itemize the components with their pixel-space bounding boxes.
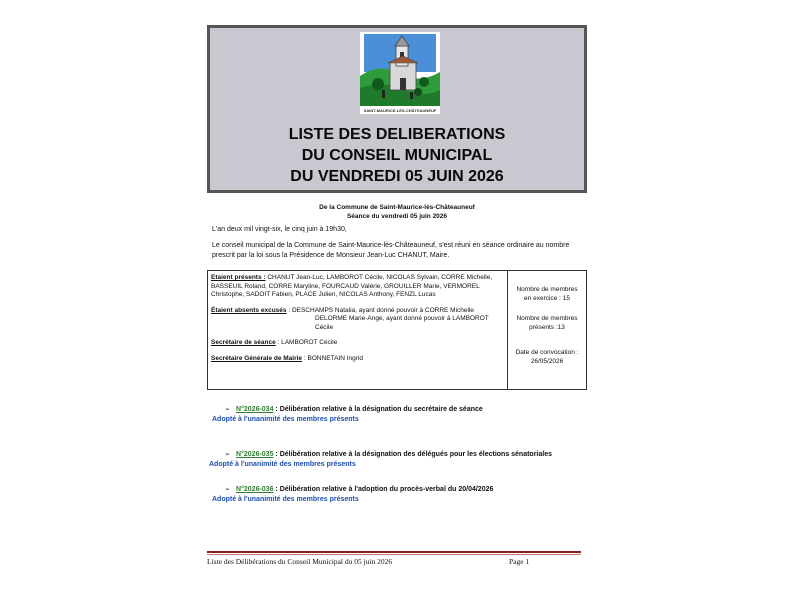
- deliberation-item: [225, 485, 493, 495]
- absent-line-2: DELORME Marie-Ange, ayant donné pouvoir à LAMBOROT Cécile: [315, 315, 489, 331]
- secretary-label: Secrétaire de séance: [211, 339, 276, 346]
- intro-paragraph: Le conseil municipal de la Commune de Saint-Maurice-lès-Châteauneuf, s'est réuni en séance ordinaire au nombre prescrit par la loi sous la Présidence de Monsieur Jean-Luc CHANUT, Maire.: [212, 242, 570, 259]
- absent-members: [211, 307, 504, 333]
- members-present: [508, 315, 586, 332]
- deliberation-description: : Délibération relative à l'adoption du procès-verbal du 20/04/2026: [273, 486, 494, 493]
- members-present-label: Nombre de membres: [516, 315, 578, 322]
- attendance-details: [208, 271, 508, 389]
- commune-heading: [207, 203, 587, 221]
- commune-logo: [360, 32, 440, 114]
- deliberation-item: [225, 405, 483, 415]
- deliberation-result: Adopté à l'unanimité des membres présents: [212, 496, 359, 503]
- arrow-bullet-icon: ➢: [225, 407, 231, 413]
- deliberation-number: N°2026-034: [236, 406, 274, 413]
- members-in-office: [508, 286, 586, 303]
- members-in-office-value: en exercice : 15: [524, 294, 570, 302]
- present-label: Etaient présents :: [211, 274, 266, 281]
- present-members: [211, 274, 504, 300]
- seance-date: Séance du vendredi 05 juin 2026: [346, 213, 448, 220]
- deliberation-result: Adopté à l'unanimité des membres présents: [212, 416, 359, 423]
- deliberation-number: N°2026-036: [236, 486, 274, 493]
- title-line-3: DU VENDREDI 05 JUIN 2026: [290, 168, 504, 185]
- deliberation-result: Adopté à l'unanimité des membres présents: [209, 461, 356, 468]
- members-in-office-label: Nombre de membres: [516, 286, 578, 293]
- deliberation-description: : Délibération relative à la désignation du secrétaire de séance: [273, 406, 483, 413]
- footer-divider: [207, 551, 581, 553]
- general-secretary-name: : BONNETAIN Ingrid: [303, 354, 363, 362]
- commune-name: De la Commune de Saint-Maurice-lès-Châteauneuf: [319, 204, 475, 211]
- header-banner: [207, 25, 587, 193]
- arrow-bullet-icon: ➢: [225, 487, 231, 493]
- footer-document-title: Liste des Délibérations du Conseil Municipal du 05 juin 2026: [207, 557, 393, 566]
- session-date-text: L'an deux mil vingt-six, le cinq juin à 19h30,: [212, 226, 347, 233]
- church-logo-icon: [360, 32, 440, 106]
- deliberation-description: : Délibération relative à la désignation des délégués pour les élections sénatoriales: [273, 451, 553, 458]
- title-line-2: DU CONSEIL MUNICIPAL: [301, 147, 493, 164]
- deliberation-item: [225, 450, 552, 460]
- title-line-1: LISTE DES DELIBERATIONS: [288, 126, 506, 143]
- convocation-date: [508, 349, 586, 366]
- members-present-value: présents :13: [529, 323, 565, 331]
- secretary-name: : LAMBOROT Cécile: [277, 339, 338, 346]
- footer-divider-thin: [207, 554, 581, 555]
- absent-label: Étaient absents excusés: [211, 306, 287, 314]
- general-secretary-label: Secrétaire Générale de Mairie: [211, 354, 303, 362]
- attendance-stats: [508, 271, 586, 389]
- general-secretary-row: [211, 355, 504, 364]
- deliberation-number: N°2026-035: [236, 451, 274, 458]
- attendance-table: [207, 270, 587, 390]
- absent-line-1: : DESCHAMPS Natalia, ayant donné pouvoir à CORRE Michelle: [288, 306, 475, 314]
- secretary-row: [211, 339, 504, 348]
- convocation-value: 26/05/2026: [530, 357, 564, 365]
- document-title: [210, 124, 584, 187]
- convocation-label: Date de convocation :: [515, 349, 579, 356]
- logo-caption: SAINT-MAURICE-LÈS-CHÂTEAUNEUF: [363, 108, 437, 113]
- footer-page-number: Page 1: [509, 557, 530, 566]
- present-names: CHANUT Jean-Luc, LAMBOROT Cécile, NICOLAS Sylvain, CORRE Michelle, BASSEUIL Roland, CORRE Maryline, FOURCAUD Valérie, GROUILLER Marie, VERMOREL Christophe, SADOIT Fabien, PLACE Julien, NICOLAS Anthony, FENZL Lucas: [211, 274, 493, 298]
- arrow-bullet-icon: ➢: [225, 452, 231, 458]
